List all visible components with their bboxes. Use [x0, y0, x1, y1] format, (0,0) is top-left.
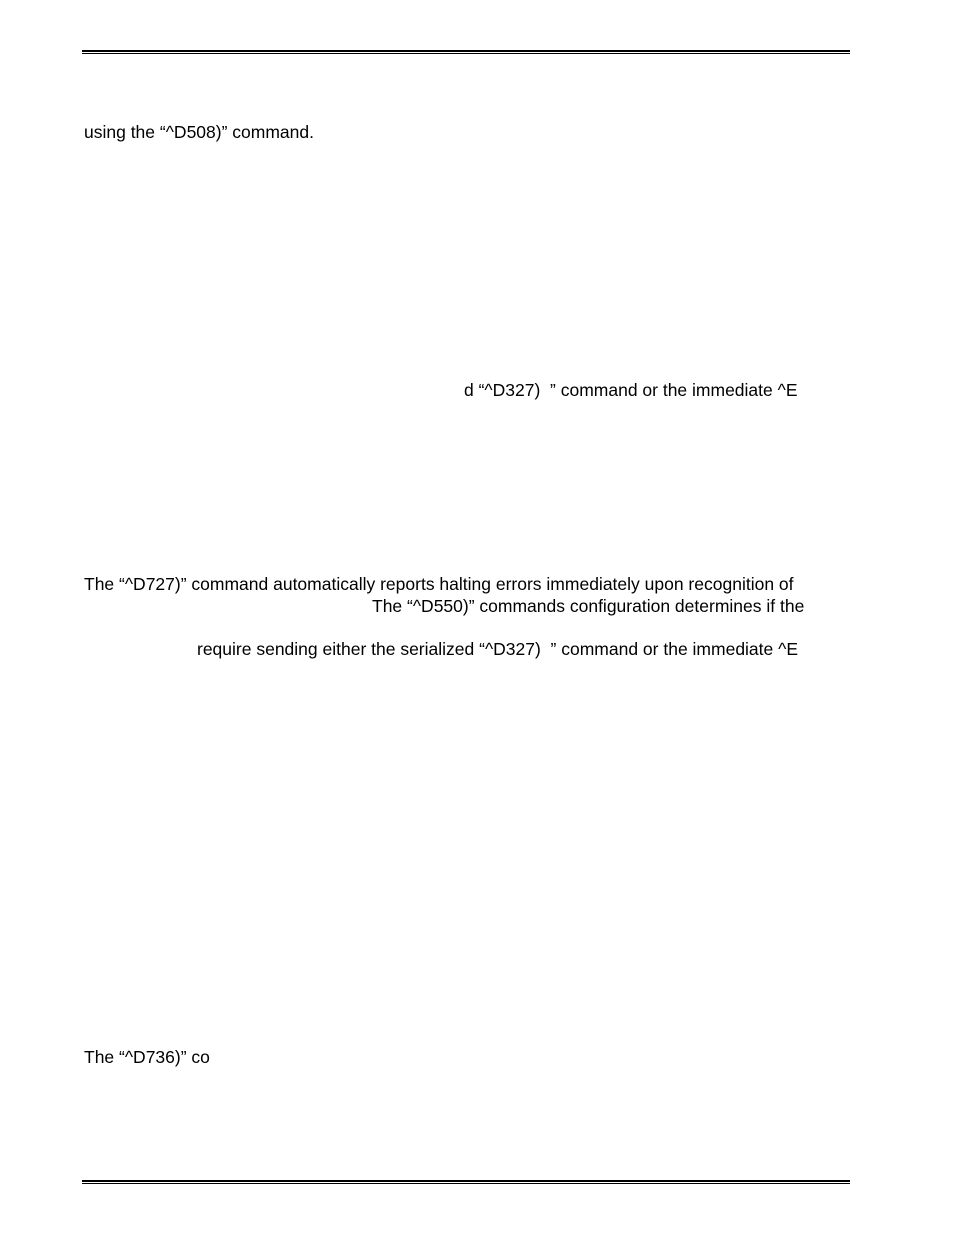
text-line: The “^D727)” command automatically reports halting errors immediately upon recognition of [84, 574, 794, 594]
text-line: d “^D327) ” command or the immediate ^E [464, 380, 798, 400]
text-line: The “^D736)” co [84, 1047, 210, 1067]
header-rule [82, 50, 850, 54]
text-line: The “^D550)” commands configuration determines if the [372, 596, 805, 616]
text-line: using the “^D508)” command. [84, 122, 314, 142]
text-line: require sending either the serialized “^D327) ” command or the immediate ^E [197, 639, 799, 659]
footer-rule [82, 1180, 850, 1184]
